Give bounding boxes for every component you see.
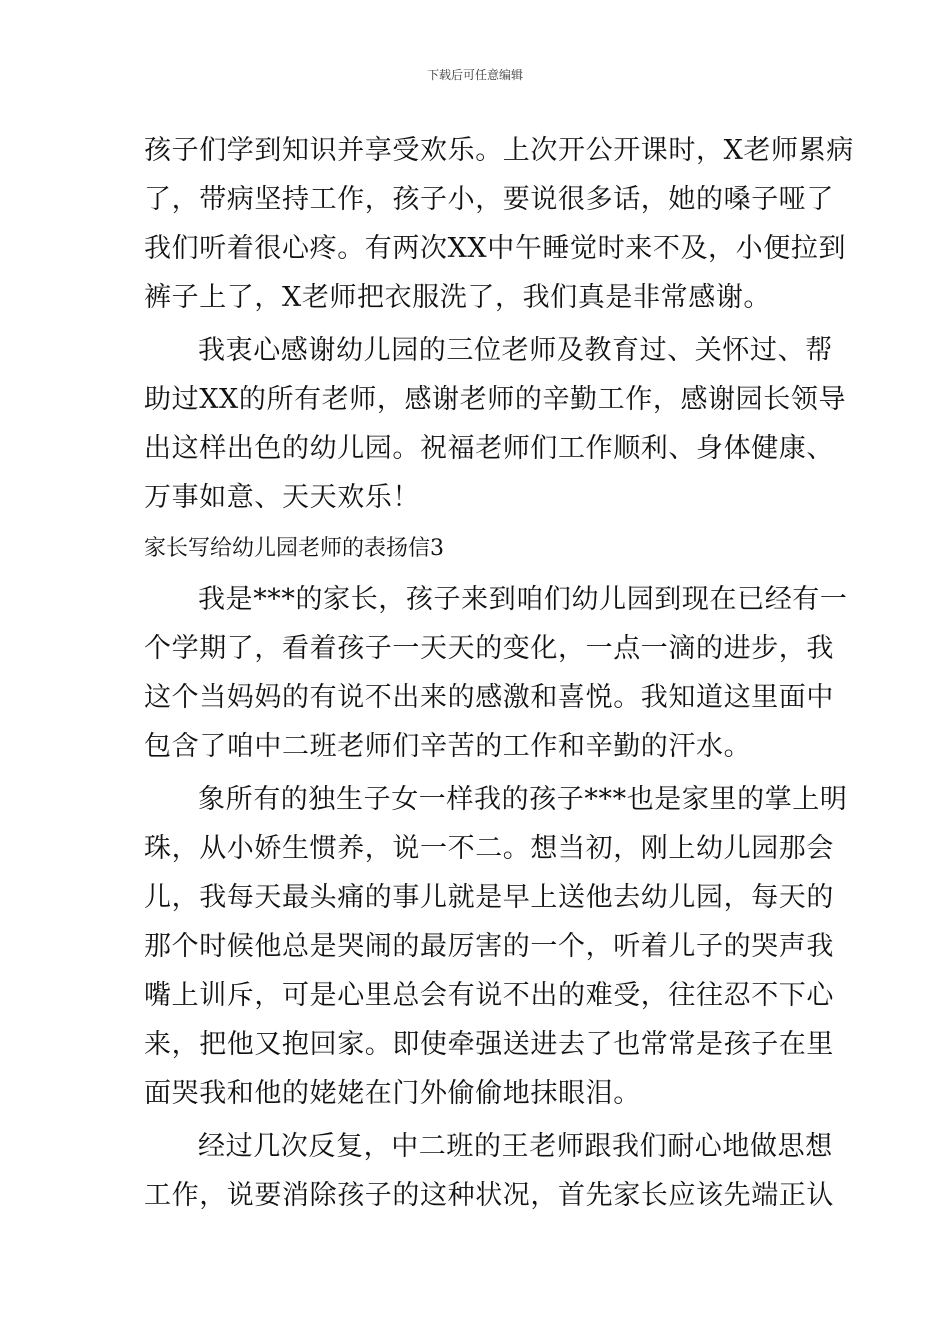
- body-line-19: 来，把他又抱回家。即使牵强送进去了也常常是孩子在里: [144, 1029, 834, 1060]
- body-line-18: 嘴上训斥，可是心里总会有说不出的难受，往往忍不下心: [144, 980, 834, 1011]
- body-line-15: 珠，从小娇生惯养，说一不二。想当初，刚上幼儿园那会: [144, 833, 834, 864]
- body-line-5: 我衷心感谢幼儿园的三位老师及教育过、关怀过、帮: [198, 335, 833, 366]
- body-line-7: 出这样出色的幼儿园。祝福老师们工作顺利、身体健康、: [144, 433, 834, 464]
- body-line-17: 那个时候他总是哭闹的最厉害的一个，听着儿子的哭声我: [144, 931, 834, 962]
- body-line-1: 孩子们学到知识并享受欢乐。上次开公开课时，X老师累病: [144, 135, 854, 166]
- body-line-13: 包含了咱中二班老师们辛苦的工作和辛勤的汗水。: [144, 731, 752, 762]
- body-line-11: 个学期了，看着孩子一天天的变化，一点一滴的进步，我: [144, 633, 834, 664]
- body-line-2: 了，带病坚持工作，孩子小，要说很多话，她的嗓子哑了: [144, 184, 834, 215]
- body-line-20: 面哭我和他的姥姥在门外偷偷地抹眼泪。: [144, 1078, 641, 1109]
- body-line-3: 我们听着很心疼。有两次XX中午睡觉时来不及，小便拉到: [144, 233, 847, 264]
- body-line-21: 经过几次反复，中二班的王老师跟我们耐心地做思想: [198, 1131, 833, 1162]
- body-line-4: 裤子上了，X老师把衣服洗了，我们真是非常感谢。: [144, 282, 772, 313]
- body-line-8: 万事如意、天天欢乐！: [144, 482, 420, 513]
- body-line-22: 工作，说要消除孩子的这种状况，首先家长应该先端正认: [144, 1180, 834, 1211]
- body-line-14: 象所有的独生子女一样我的孩子***也是家里的掌上明: [198, 784, 848, 815]
- body-line-10: 我是***的家长，孩子来到咱们幼儿园到现在已经有一: [198, 584, 848, 615]
- section-title: 家长写给幼儿园老师的表扬信3: [144, 536, 444, 561]
- body-line-12: 这个当妈妈的有说不出来的感激和喜悦。我知道这里面中: [144, 682, 834, 713]
- header-note: 下载后可任意编辑: [426, 68, 523, 82]
- body-line-6: 助过XX的所有老师，感谢老师的辛勤工作，感谢园长领导: [144, 384, 847, 415]
- body-line-16: 儿，我每天最头痛的事儿就是早上送他去幼儿园，每天的: [144, 882, 834, 913]
